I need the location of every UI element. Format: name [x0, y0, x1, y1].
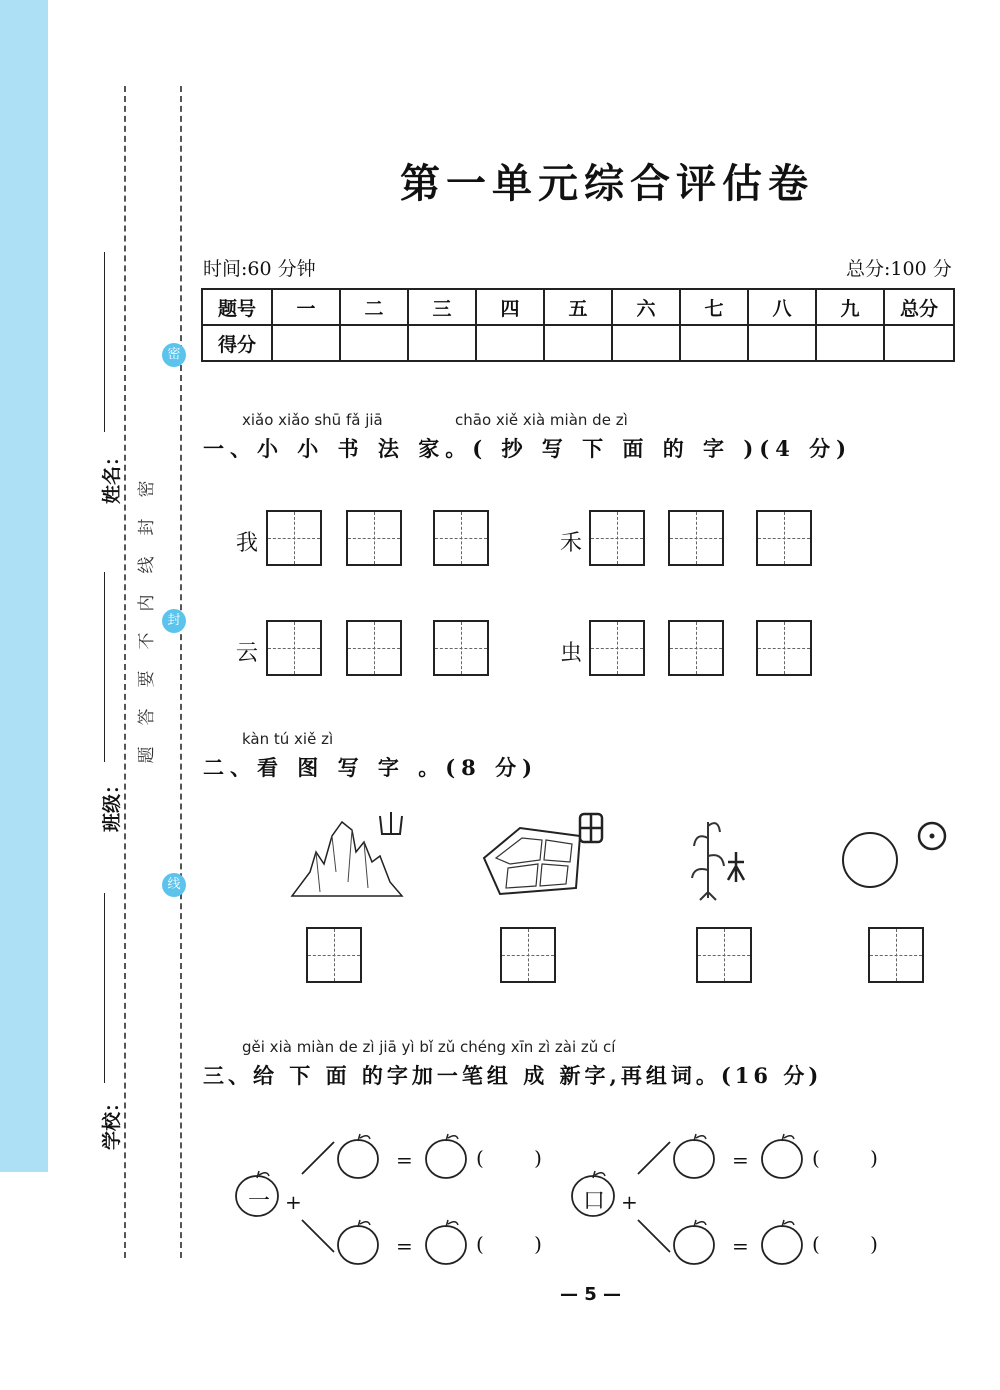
plus-sign: + [285, 1190, 302, 1214]
q1-char-chong: 虫 [560, 641, 583, 666]
class-label: 班级： [101, 774, 124, 833]
word-answer-blank[interactable]: ( ) [812, 1232, 878, 1256]
writing-box[interactable] [346, 620, 402, 676]
table-cell: 八 [748, 289, 816, 325]
page-number: — 5 — [560, 1284, 622, 1305]
score-cell[interactable] [680, 325, 748, 361]
seal-mark-mi: 密 [162, 343, 186, 367]
q1-char-wo: 我 [236, 531, 259, 556]
seal-mark-xian: 线 [162, 873, 186, 897]
score-table-score-row [202, 325, 954, 361]
equals-sign: = [732, 1148, 749, 1172]
apple-input-icon[interactable] [336, 1134, 382, 1182]
q1-title: 一、小 小 书 法 家。( 抄 写 下 面 的 字 )(4 分) [203, 436, 853, 461]
branch-lines [298, 1130, 338, 1260]
writing-box[interactable] [433, 510, 489, 566]
writing-box[interactable] [668, 620, 724, 676]
writing-box[interactable] [756, 510, 812, 566]
equals-sign: = [396, 1148, 413, 1172]
q3-char-yi: 一 [248, 1189, 271, 1214]
writing-box[interactable] [306, 927, 362, 983]
writing-box[interactable] [500, 927, 556, 983]
equals-sign: = [396, 1234, 413, 1258]
word-answer-blank[interactable]: ( ) [476, 1232, 542, 1256]
table-cell: 总分 [884, 289, 954, 325]
cut-line-outer [124, 86, 126, 1258]
cut-line-inner [180, 86, 182, 1258]
writing-box[interactable] [696, 927, 752, 983]
table-cell: 得分 [202, 325, 272, 361]
table-cell: 九 [816, 289, 884, 325]
writing-box[interactable] [868, 927, 924, 983]
table-cell: 四 [476, 289, 544, 325]
writing-box[interactable] [433, 620, 489, 676]
apple-input-icon[interactable] [760, 1220, 806, 1268]
grain-picture [684, 812, 764, 902]
q2-title: 二、看 图 写 字 。(8 分) [203, 755, 539, 780]
word-answer-blank[interactable]: ( ) [476, 1146, 542, 1170]
writing-box[interactable] [266, 510, 322, 566]
class-field[interactable] [104, 572, 105, 762]
apple-input-icon[interactable] [672, 1220, 718, 1268]
table-cell: 二 [340, 289, 408, 325]
table-cell: 一 [272, 289, 340, 325]
q1-pinyin-1: xiǎo xiǎo shū fǎ jiā [242, 411, 383, 429]
plus-sign: + [621, 1190, 638, 1214]
writing-box[interactable] [668, 510, 724, 566]
writing-box[interactable] [589, 620, 645, 676]
q3-pinyin: gěi xià miàn de zì jiā yì bǐ zǔ chéng xīn zì zài zǔ cí [242, 1038, 616, 1056]
school-label: 学校： [101, 1092, 124, 1151]
seal-mark-feng: 封 [162, 609, 186, 633]
name-label: 姓名： [101, 446, 124, 505]
mountain-picture [290, 812, 420, 902]
table-cell: 题号 [202, 289, 272, 325]
writing-box[interactable] [346, 510, 402, 566]
score-cell[interactable] [612, 325, 680, 361]
q1-char-he: 禾 [560, 531, 583, 556]
score-cell[interactable] [884, 325, 954, 361]
binding-strip [0, 0, 48, 1172]
school-field[interactable] [104, 893, 105, 1083]
score-cell[interactable] [340, 325, 408, 361]
name-field[interactable] [104, 252, 105, 432]
q3-title: 三、给 下 面 的字加一笔组 成 新字,再组词。(16 分) [203, 1063, 823, 1088]
q1-pinyin-2: chāo xiě xià miàn de zì [455, 411, 628, 429]
score-cell[interactable] [408, 325, 476, 361]
table-cell: 五 [544, 289, 612, 325]
branch-lines [634, 1130, 674, 1260]
apple-input-icon[interactable] [760, 1134, 806, 1182]
apple-input-icon[interactable] [424, 1220, 470, 1268]
table-cell: 七 [680, 289, 748, 325]
page-title: 第一单元综合评估卷 [400, 160, 814, 207]
apple-input-icon[interactable] [424, 1134, 470, 1182]
time-limit: 时间:60 分钟 [203, 258, 316, 280]
score-cell[interactable] [272, 325, 340, 361]
score-cell[interactable] [816, 325, 884, 361]
score-cell[interactable] [748, 325, 816, 361]
field-picture [480, 808, 610, 903]
q2-pinyin: kàn tú xiě zì [242, 730, 334, 748]
score-cell[interactable] [476, 325, 544, 361]
writing-box[interactable] [589, 510, 645, 566]
score-cell[interactable] [544, 325, 612, 361]
table-cell: 三 [408, 289, 476, 325]
apple-input-icon[interactable] [672, 1134, 718, 1182]
apple-input-icon[interactable] [336, 1220, 382, 1268]
writing-box[interactable] [266, 620, 322, 676]
q3-char-kou: 口 [583, 1189, 606, 1214]
score-table [201, 288, 955, 362]
seal-notice: 密 封 线 内 不 要 答 题 [137, 480, 157, 764]
word-answer-blank[interactable]: ( ) [812, 1146, 878, 1170]
table-cell: 六 [612, 289, 680, 325]
total-score: 总分:100 分 [846, 258, 952, 280]
writing-box[interactable] [756, 620, 812, 676]
score-table-header-row [202, 289, 954, 325]
sun-picture [838, 818, 950, 892]
q1-char-yun: 云 [236, 641, 259, 666]
equals-sign: = [732, 1234, 749, 1258]
